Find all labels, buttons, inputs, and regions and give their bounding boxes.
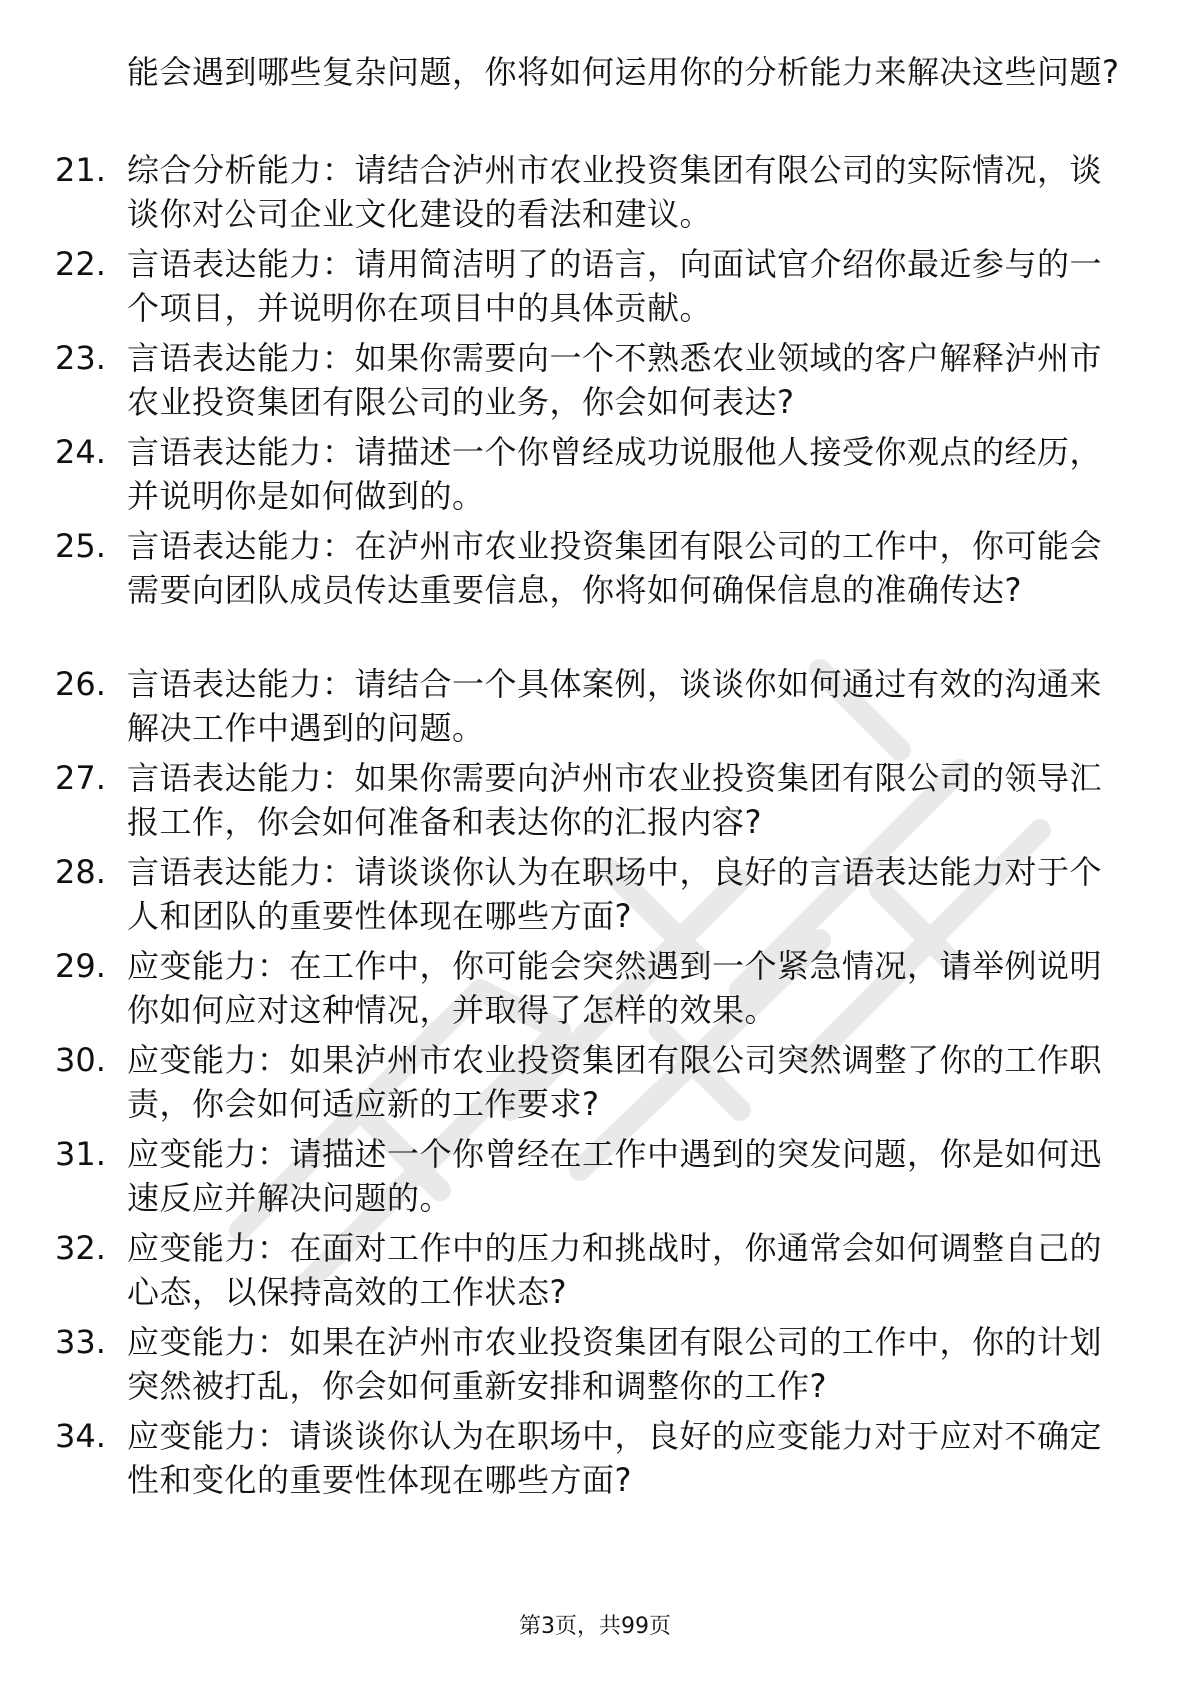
question-item xyxy=(55,1414,1135,1502)
question-number: 22. xyxy=(55,245,106,283)
question-item xyxy=(55,1132,1135,1220)
question-item xyxy=(55,1038,1135,1126)
question-text: 综合分析能力：请结合泸州市农业投资集团有限公司的实际情况，谈谈你对公司企业文化建设的看法和建议。 xyxy=(127,151,1103,233)
question-number: 25. xyxy=(55,527,106,565)
question-number: 31. xyxy=(55,1135,106,1173)
question-number: 24. xyxy=(55,433,106,471)
question-number: 21. xyxy=(55,151,106,189)
question-text: 应变能力：请描述一个你曾经在工作中遇到的突发问题，你是如何迅速反应并解决问题的。 xyxy=(127,1135,1103,1217)
question-text: 言语表达能力：请用简洁明了的语言，向面试官介绍你最近参与的一个项目，并说明你在项目中的具体贡献。 xyxy=(127,245,1103,327)
question-item xyxy=(55,336,1135,424)
question-item xyxy=(55,430,1135,518)
question-text: 言语表达能力：如果你需要向泸州市农业投资集团有限公司的领导汇报工作，你会如何准备和表达你的汇报内容? xyxy=(127,759,1103,841)
question-number: 26. xyxy=(55,665,106,703)
question-item xyxy=(55,524,1135,612)
question-number: 32. xyxy=(55,1229,106,1267)
question-number: 29. xyxy=(55,947,106,985)
question-text: 言语表达能力：请描述一个你曾经成功说服他人接受你观点的经历，并说明你是如何做到的。 xyxy=(127,433,1103,515)
question-text: 言语表达能力：请谈谈你认为在职场中，良好的言语表达能力对于个人和团队的重要性体现在哪些方面? xyxy=(127,853,1103,935)
continuation-text: 能会遇到哪些复杂问题，你将如何运用你的分析能力来解决这些问题? xyxy=(127,53,1120,91)
question-text: 应变能力：如果泸州市农业投资集团有限公司突然调整了你的工作职责，你会如何适应新的工作要求? xyxy=(127,1041,1103,1123)
question-text: 应变能力：请谈谈你认为在职场中，良好的应变能力对于应对不确定性和变化的重要性体现在哪些方面? xyxy=(127,1417,1103,1499)
question-number: 30. xyxy=(55,1041,106,1079)
question-item xyxy=(55,850,1135,938)
question-text: 应变能力：在工作中，你可能会突然遇到一个紧急情况，请举例说明你如何应对这种情况，并取得了怎样的效果。 xyxy=(127,947,1103,1029)
question-item xyxy=(55,662,1135,750)
question-item xyxy=(55,944,1135,1032)
question-number: 33. xyxy=(55,1323,106,1361)
question-text: 应变能力：在面对工作中的压力和挑战时，你通常会如何调整自己的心态，以保持高效的工作状态? xyxy=(127,1229,1103,1311)
question-number: 23. xyxy=(55,339,106,377)
page-footer: 第3页，共99页 xyxy=(519,1614,671,1639)
question-text: 言语表达能力：在泸州市农业投资集团有限公司的工作中，你可能会需要向团队成员传达重要信息，你将如何确保信息的准确传达? xyxy=(127,527,1103,609)
question-text: 言语表达能力：如果你需要向一个不熟悉农业领域的客户解释泸州市农业投资集团有限公司的业务，你会如何表达? xyxy=(127,339,1103,421)
question-item xyxy=(55,148,1135,236)
question-number: 34. xyxy=(55,1417,106,1455)
question-text: 应变能力：如果在泸州市农业投资集团有限公司的工作中，你的计划突然被打乱，你会如何重新安排和调整你的工作? xyxy=(127,1323,1103,1405)
question-item xyxy=(55,1320,1135,1408)
question-item xyxy=(55,1226,1135,1314)
question-number: 27. xyxy=(55,759,106,797)
question-item xyxy=(55,756,1135,844)
question-text: 言语表达能力：请结合一个具体案例，谈谈你如何通过有效的沟通来解决工作中遇到的问题。 xyxy=(127,665,1103,747)
question-item xyxy=(55,242,1135,330)
question-number: 28. xyxy=(55,853,106,891)
